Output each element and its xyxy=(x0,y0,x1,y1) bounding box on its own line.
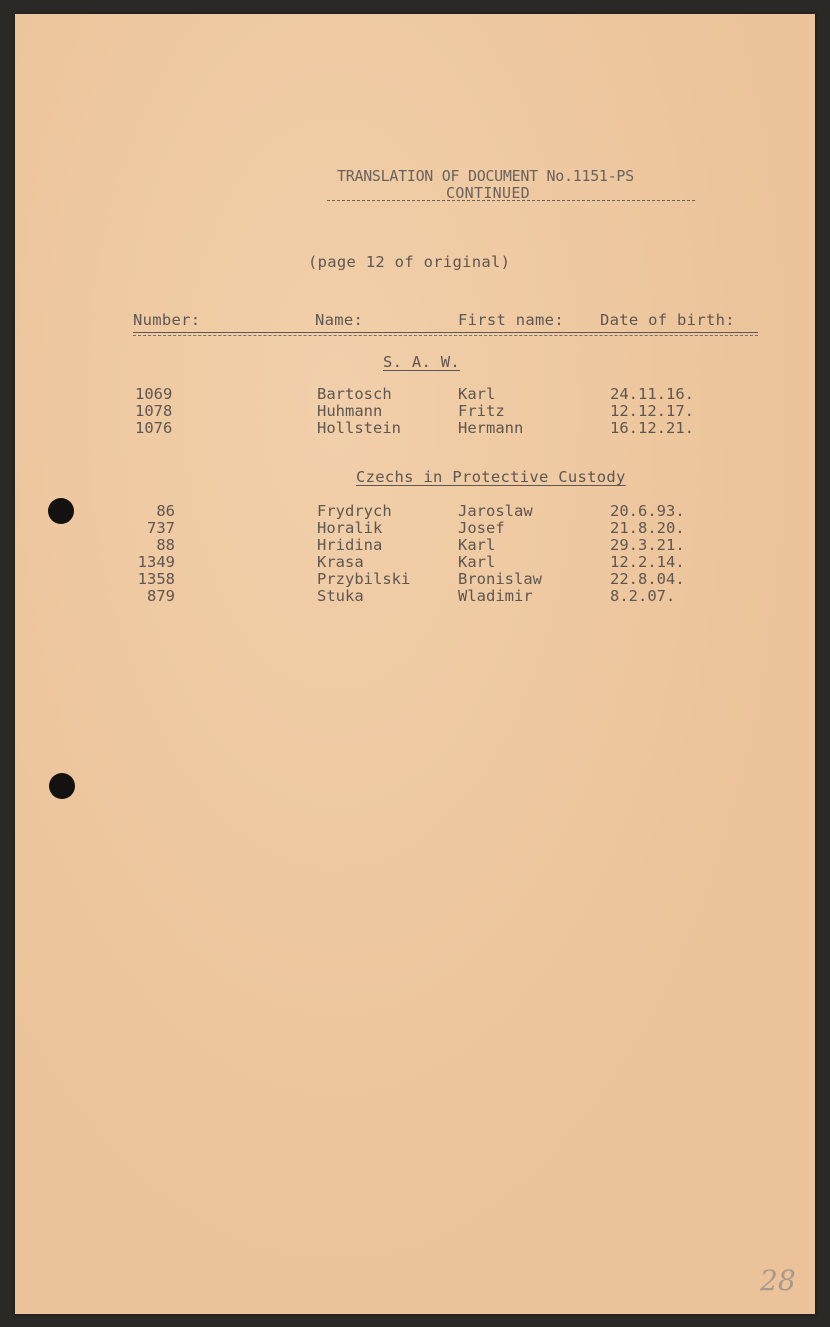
column-header-name: Name: xyxy=(315,311,364,329)
cell-name: Horalik xyxy=(317,519,383,537)
table-row xyxy=(15,503,815,520)
cell-name: Frydrych xyxy=(317,502,392,520)
cell-first-name: Karl xyxy=(458,385,496,403)
cell-name: Huhmann xyxy=(317,402,383,420)
cell-number: 1078 xyxy=(135,402,173,420)
section-title-saw: S. A. W. xyxy=(383,353,461,371)
cell-name: Stuka xyxy=(317,587,364,605)
cell-date-of-birth: 8.2.07. xyxy=(610,587,676,605)
cell-number: 1076 xyxy=(135,419,173,437)
header-rule xyxy=(133,332,758,336)
cell-date-of-birth: 22.8.04. xyxy=(610,570,685,588)
document-page xyxy=(15,14,815,1314)
punch-hole-top xyxy=(48,498,74,524)
cell-date-of-birth: 21.8.20. xyxy=(610,519,685,537)
cell-name: Hollstein xyxy=(317,419,401,437)
document-title: TRANSLATION OF DOCUMENT No.1151-PS xyxy=(337,167,634,185)
handwritten-page-number: 28 xyxy=(760,1264,796,1297)
table-row xyxy=(15,571,815,588)
table-row xyxy=(15,420,815,437)
cell-first-name: Josef xyxy=(458,519,505,537)
cell-number: 1069 xyxy=(135,385,173,403)
table-row xyxy=(15,403,815,420)
cell-first-name: Karl xyxy=(458,536,496,554)
cell-number: 1349 xyxy=(137,553,175,571)
cell-name: Hridina xyxy=(317,536,383,554)
cell-number: 879 xyxy=(147,587,175,605)
cell-date-of-birth: 29.3.21. xyxy=(610,536,685,554)
cell-number: 86 xyxy=(156,502,175,520)
table-row xyxy=(15,386,815,403)
title-dashed-rule xyxy=(327,200,695,201)
table-row xyxy=(15,588,815,605)
column-header-number: Number: xyxy=(133,311,201,329)
cell-date-of-birth: 12.12.17. xyxy=(610,402,694,420)
cell-first-name: Hermann xyxy=(458,419,524,437)
table-row xyxy=(15,520,815,537)
cell-date-of-birth: 20.6.93. xyxy=(610,502,685,520)
table-row xyxy=(15,537,815,554)
cell-name: Krasa xyxy=(317,553,364,571)
cell-name: Bartosch xyxy=(317,385,392,403)
cell-first-name: Wladimir xyxy=(458,587,533,605)
cell-first-name: Bronislaw xyxy=(458,570,542,588)
cell-date-of-birth: 12.2.14. xyxy=(610,553,685,571)
cell-first-name: Fritz xyxy=(458,402,505,420)
cell-name: Przybilski xyxy=(317,570,411,588)
column-header-date-of-birth: Date of birth: xyxy=(600,311,735,329)
cell-number: 1358 xyxy=(137,570,175,588)
document-subtitle: CONTINUED xyxy=(446,184,530,202)
cell-number: 88 xyxy=(156,536,175,554)
page-reference: (page 12 of original) xyxy=(308,253,511,271)
column-header-first-name: First name: xyxy=(458,311,564,329)
cell-date-of-birth: 16.12.21. xyxy=(610,419,694,437)
cell-first-name: Jaroslaw xyxy=(458,502,533,520)
table-row xyxy=(15,554,815,571)
punch-hole-bottom xyxy=(49,773,75,799)
cell-number: 737 xyxy=(147,519,175,537)
section-title-czechs: Czechs in Protective Custody xyxy=(356,468,626,486)
cell-first-name: Karl xyxy=(458,553,496,571)
cell-date-of-birth: 24.11.16. xyxy=(610,385,694,403)
